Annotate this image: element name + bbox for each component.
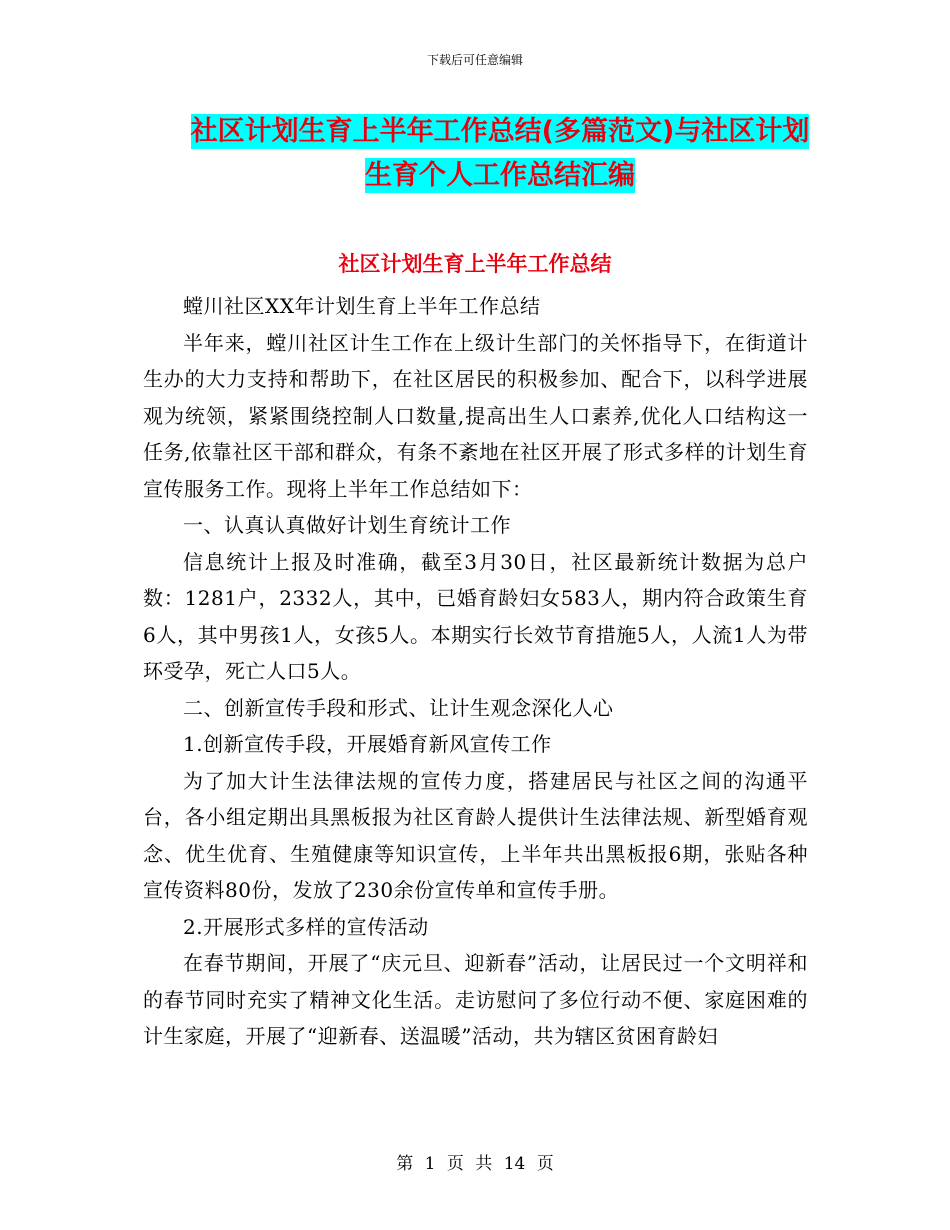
heading-subsection-1: 1.创新宣传手段，开展婚育新风宣传工作 (183, 732, 552, 756)
paragraph-statistics: 信息统计上报及时准确，截至3月30日，社区最新统计数据为总户数：1281户，2332人，其中，已婚育龄妇女583人，期内符合政策生育6人，其中男孩1人，女孩5人。本期实行长效节育措施5人，人流1人为带环受孕，死亡人口5人。 (143, 549, 808, 683)
document-title (190, 110, 810, 198)
paragraph-publicity: 为了加大计生法律法规的宣传力度，搭建居民与社区之间的沟通平台，各小组定期出具黑板报为社区育龄人提供计生法律法规、新型婚育观念、优生优育、生殖健康等知识宣传，上半年共出黑板报6期，张贴各种宣传资料80份，发放了230余份宣传单和宣传手册。 (143, 768, 808, 902)
paragraph-intro: 半年来，螳川社区计生工作在上级计生部门的关怀指导下，在街道计生办的大力支持和帮助下，在社区居民的积极参加、配合下，以科学进展观为统领，紧紧围绕控制人口数量,提高出生人口素养,优化人口结构这一任务,依靠社区干部和群众，有条不紊地在社区开展了形式多样的计划生育宣传服务工作。现将上半年工作总结如下： (143, 330, 808, 501)
paragraph-activities: 在春节期间，开展了“庆元旦、迎新春”活动，让居民过一个文明祥和的春节同时充实了精神文化生活。走访慰问了多位行动不便、家庭困难的计生家庭，开展了“迎新春、送温暖”活动，共为辖区贫困育龄妇 (143, 951, 808, 1048)
document-title-text: 社区计划生育上半年工作总结(多篇范文)与社区计划生育个人工作总结汇编 (190, 116, 810, 191)
page-number: 第 1 页 共 14 页 (396, 1154, 554, 1174)
heading-section-2: 二、创新宣传手段和形式、让计生观念深化人心 (183, 695, 614, 720)
section-title: 社区计划生育上半年工作总结 (338, 252, 612, 276)
heading-section-1: 一、认真认真做好计划生育统计工作 (183, 513, 511, 537)
heading-subsection-2: 2.开展形式多样的宣传活动 (183, 914, 429, 939)
paragraph-subtitle: 螳川社区XX年计划生育上半年工作总结 (183, 294, 541, 318)
page-header-note: 下载后可任意编辑 (426, 53, 523, 67)
document-body (143, 288, 808, 1055)
